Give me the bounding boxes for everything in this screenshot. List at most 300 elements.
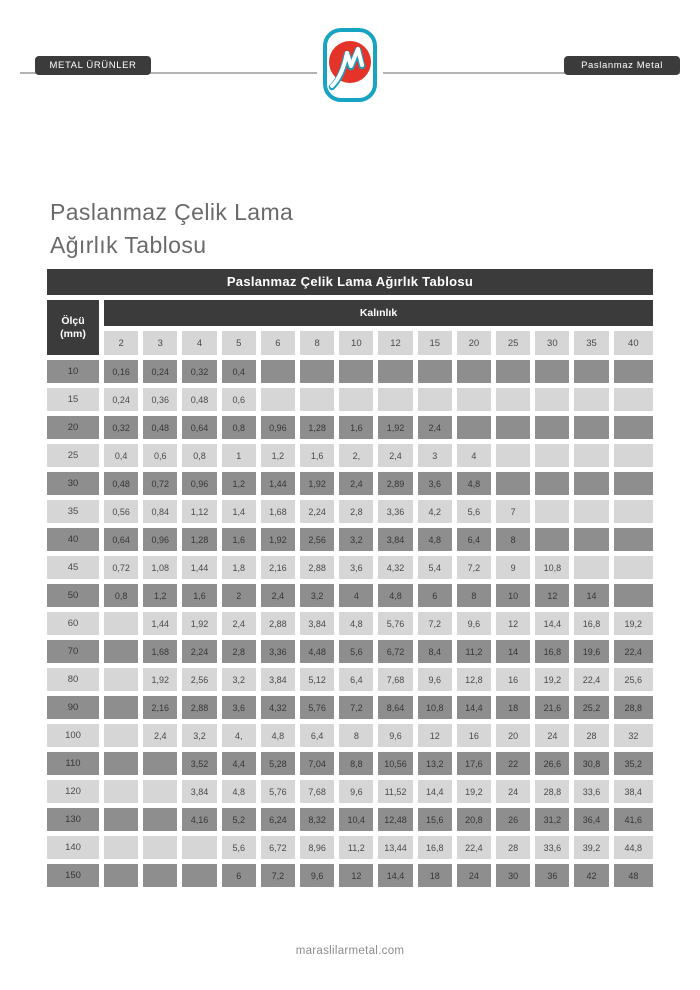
value-cell: 8 bbox=[339, 724, 378, 752]
value-cell: 19,6 bbox=[574, 640, 613, 668]
value-cell: 1,6 bbox=[182, 584, 221, 612]
value-cell: 0,8 bbox=[182, 444, 221, 472]
value-cell: 6,4 bbox=[300, 724, 339, 752]
value-cell: 5,2 bbox=[222, 808, 261, 836]
value-cell bbox=[614, 584, 653, 612]
value-cell bbox=[535, 416, 574, 444]
value-cell: 1,6 bbox=[300, 444, 339, 472]
size-cell: 90 bbox=[47, 696, 104, 724]
value-cell bbox=[143, 752, 182, 780]
value-cell: 9,6 bbox=[378, 724, 417, 752]
value-cell bbox=[535, 444, 574, 472]
value-cell: 28 bbox=[496, 836, 535, 864]
value-cell bbox=[574, 388, 613, 416]
value-cell: 1,92 bbox=[143, 668, 182, 696]
value-cell bbox=[614, 388, 653, 416]
value-cell: 10,56 bbox=[378, 752, 417, 780]
value-cell: 0,84 bbox=[143, 500, 182, 528]
value-cell: 11,2 bbox=[339, 836, 378, 864]
value-cell: 0,56 bbox=[104, 500, 143, 528]
table-title-bar: Paslanmaz Çelik Lama Ağırlık Tablosu bbox=[47, 269, 653, 295]
table-row bbox=[47, 752, 653, 780]
value-cell: 15,6 bbox=[418, 808, 457, 836]
value-cell bbox=[418, 360, 457, 388]
value-cell: 5,76 bbox=[261, 780, 300, 808]
size-cell: 10 bbox=[47, 360, 104, 388]
value-cell: 0,8 bbox=[222, 416, 261, 444]
thickness-header-cell: 5 bbox=[222, 331, 261, 360]
value-cell bbox=[535, 528, 574, 556]
value-cell: 25,6 bbox=[614, 668, 653, 696]
value-cell: 7,2 bbox=[261, 864, 300, 892]
value-cell: 0,32 bbox=[182, 360, 221, 388]
value-cell: 2,56 bbox=[182, 668, 221, 696]
value-cell: 6,72 bbox=[261, 836, 300, 864]
value-cell: 18 bbox=[496, 696, 535, 724]
value-cell: 19,2 bbox=[614, 612, 653, 640]
value-cell: 2,4 bbox=[261, 584, 300, 612]
table-row bbox=[47, 444, 653, 472]
thickness-header-cell: 10 bbox=[339, 331, 378, 360]
value-cell: 2,88 bbox=[261, 612, 300, 640]
table-row bbox=[47, 360, 653, 388]
table-row bbox=[47, 696, 653, 724]
value-cell: 16,8 bbox=[574, 612, 613, 640]
size-cell: 35 bbox=[47, 500, 104, 528]
value-cell: 33,6 bbox=[574, 780, 613, 808]
value-cell: 4 bbox=[457, 444, 496, 472]
value-cell bbox=[182, 864, 221, 892]
value-cell: 2,4 bbox=[378, 444, 417, 472]
value-cell: 14,4 bbox=[378, 864, 417, 892]
table-row bbox=[47, 640, 653, 668]
value-cell bbox=[104, 612, 143, 640]
value-cell: 9,6 bbox=[457, 612, 496, 640]
value-cell: 4,8 bbox=[378, 584, 417, 612]
value-cell: 48 bbox=[614, 864, 653, 892]
value-cell: 1,68 bbox=[261, 500, 300, 528]
value-cell: 19,2 bbox=[535, 668, 574, 696]
value-cell: 12,8 bbox=[457, 668, 496, 696]
value-cell: 0,96 bbox=[261, 416, 300, 444]
page-title bbox=[50, 196, 293, 262]
thickness-header-row bbox=[47, 331, 653, 360]
thickness-header-cell: 2 bbox=[104, 331, 143, 360]
size-cell: 40 bbox=[47, 528, 104, 556]
value-cell: 4,8 bbox=[339, 612, 378, 640]
value-cell: 0,96 bbox=[182, 472, 221, 500]
value-cell: 3,6 bbox=[418, 472, 457, 500]
value-cell: 4,48 bbox=[300, 640, 339, 668]
table-row bbox=[47, 836, 653, 864]
value-cell: 19,2 bbox=[457, 780, 496, 808]
size-unit-header bbox=[47, 300, 104, 360]
value-cell: 1,28 bbox=[182, 528, 221, 556]
category-badge-right: Paslanmaz Metal bbox=[564, 56, 680, 75]
value-cell: 2,56 bbox=[300, 528, 339, 556]
value-cell: 3 bbox=[418, 444, 457, 472]
size-cell: 50 bbox=[47, 584, 104, 612]
value-cell: 26,6 bbox=[535, 752, 574, 780]
value-cell: 1,2 bbox=[261, 444, 300, 472]
value-cell: 12 bbox=[535, 584, 574, 612]
value-cell bbox=[457, 388, 496, 416]
value-cell: 1,44 bbox=[182, 556, 221, 584]
value-cell bbox=[574, 556, 613, 584]
value-cell bbox=[535, 472, 574, 500]
value-cell bbox=[104, 752, 143, 780]
value-cell: 2,8 bbox=[222, 640, 261, 668]
value-cell: 5,6 bbox=[339, 640, 378, 668]
size-cell: 15 bbox=[47, 388, 104, 416]
value-cell bbox=[574, 500, 613, 528]
value-cell bbox=[574, 360, 613, 388]
size-cell: 130 bbox=[47, 808, 104, 836]
value-cell: 4,8 bbox=[261, 724, 300, 752]
value-cell: 30,8 bbox=[574, 752, 613, 780]
size-cell: 30 bbox=[47, 472, 104, 500]
value-cell: 16 bbox=[457, 724, 496, 752]
value-cell: 8,96 bbox=[300, 836, 339, 864]
value-cell bbox=[143, 864, 182, 892]
value-cell bbox=[104, 780, 143, 808]
value-cell bbox=[143, 780, 182, 808]
table-row bbox=[47, 864, 653, 892]
value-cell: 4,16 bbox=[182, 808, 221, 836]
value-cell: 1 bbox=[222, 444, 261, 472]
value-cell: 12 bbox=[496, 612, 535, 640]
value-cell bbox=[614, 528, 653, 556]
value-cell: 3,84 bbox=[182, 780, 221, 808]
value-cell bbox=[614, 500, 653, 528]
value-cell bbox=[104, 696, 143, 724]
value-cell: 2,8 bbox=[339, 500, 378, 528]
value-cell: 16 bbox=[496, 668, 535, 696]
size-cell: 140 bbox=[47, 836, 104, 864]
table-row bbox=[47, 612, 653, 640]
value-cell bbox=[535, 360, 574, 388]
value-cell bbox=[496, 416, 535, 444]
value-cell: 1,8 bbox=[222, 556, 261, 584]
size-unit-line2: (mm) bbox=[60, 327, 86, 340]
weight-table-section bbox=[47, 269, 653, 892]
value-cell: 4 bbox=[339, 584, 378, 612]
value-cell: 3,84 bbox=[300, 612, 339, 640]
value-cell: 3,2 bbox=[222, 668, 261, 696]
size-cell: 70 bbox=[47, 640, 104, 668]
value-cell: 9,6 bbox=[339, 780, 378, 808]
value-cell: 10 bbox=[496, 584, 535, 612]
value-cell: 20 bbox=[496, 724, 535, 752]
value-cell: 0,72 bbox=[104, 556, 143, 584]
value-cell: 7,68 bbox=[378, 668, 417, 696]
value-cell: 24 bbox=[457, 864, 496, 892]
value-cell bbox=[300, 360, 339, 388]
value-cell: 2,24 bbox=[182, 640, 221, 668]
value-cell: 25,2 bbox=[574, 696, 613, 724]
footer bbox=[0, 945, 700, 957]
value-cell: 38,4 bbox=[614, 780, 653, 808]
value-cell bbox=[496, 444, 535, 472]
value-cell: 3,52 bbox=[182, 752, 221, 780]
table-row bbox=[47, 500, 653, 528]
value-cell: 17,6 bbox=[457, 752, 496, 780]
value-cell: 14 bbox=[496, 640, 535, 668]
value-cell bbox=[457, 360, 496, 388]
value-cell: 7,2 bbox=[418, 612, 457, 640]
table-row bbox=[47, 584, 653, 612]
value-cell: 4,32 bbox=[261, 696, 300, 724]
value-cell: 2,4 bbox=[418, 416, 457, 444]
page-title-line2: Ağırlık Tablosu bbox=[50, 232, 207, 258]
size-cell: 25 bbox=[47, 444, 104, 472]
value-cell bbox=[143, 808, 182, 836]
value-cell: 9,6 bbox=[300, 864, 339, 892]
value-cell: 6,4 bbox=[457, 528, 496, 556]
value-cell: 0,32 bbox=[104, 416, 143, 444]
value-cell: 31,2 bbox=[535, 808, 574, 836]
value-cell bbox=[614, 416, 653, 444]
value-cell: 28,8 bbox=[614, 696, 653, 724]
value-cell bbox=[574, 472, 613, 500]
value-cell: 7,2 bbox=[339, 696, 378, 724]
value-cell bbox=[378, 388, 417, 416]
value-cell: 16,8 bbox=[535, 640, 574, 668]
value-cell: 7,2 bbox=[457, 556, 496, 584]
value-cell: 0,64 bbox=[182, 416, 221, 444]
value-cell: 0,72 bbox=[143, 472, 182, 500]
value-cell: 0,6 bbox=[222, 388, 261, 416]
value-cell: 1,44 bbox=[143, 612, 182, 640]
value-cell: 2,88 bbox=[182, 696, 221, 724]
value-cell: 14,4 bbox=[535, 612, 574, 640]
size-cell: 45 bbox=[47, 556, 104, 584]
value-cell bbox=[300, 388, 339, 416]
value-cell: 11,2 bbox=[457, 640, 496, 668]
value-cell: 1,92 bbox=[300, 472, 339, 500]
value-cell: 2,4 bbox=[143, 724, 182, 752]
size-unit-line1: Ölçü bbox=[61, 314, 85, 327]
value-cell bbox=[457, 416, 496, 444]
size-cell: 150 bbox=[47, 864, 104, 892]
value-cell: 28 bbox=[574, 724, 613, 752]
value-cell: 1,6 bbox=[222, 528, 261, 556]
value-cell: 1,08 bbox=[143, 556, 182, 584]
value-cell: 7,04 bbox=[300, 752, 339, 780]
value-cell: 36,4 bbox=[574, 808, 613, 836]
value-cell: 8,32 bbox=[300, 808, 339, 836]
value-cell: 0,4 bbox=[222, 360, 261, 388]
value-cell: 1,44 bbox=[261, 472, 300, 500]
value-cell: 39,2 bbox=[574, 836, 613, 864]
value-cell: 2 bbox=[222, 584, 261, 612]
value-cell: 14 bbox=[574, 584, 613, 612]
value-cell: 10,8 bbox=[418, 696, 457, 724]
value-cell: 8,4 bbox=[418, 640, 457, 668]
value-cell: 2,89 bbox=[378, 472, 417, 500]
value-cell: 5,4 bbox=[418, 556, 457, 584]
value-cell bbox=[104, 836, 143, 864]
value-cell: 3,84 bbox=[378, 528, 417, 556]
thickness-header-cell: 3 bbox=[143, 331, 182, 360]
value-cell: 0,24 bbox=[104, 388, 143, 416]
value-cell: 7,68 bbox=[300, 780, 339, 808]
value-cell: 2,4 bbox=[339, 472, 378, 500]
value-cell: 5,76 bbox=[378, 612, 417, 640]
value-cell bbox=[614, 444, 653, 472]
value-cell: 1,28 bbox=[300, 416, 339, 444]
value-cell: 8 bbox=[496, 528, 535, 556]
value-cell bbox=[182, 836, 221, 864]
value-cell: 5,76 bbox=[300, 696, 339, 724]
value-cell bbox=[104, 668, 143, 696]
value-cell: 2,16 bbox=[261, 556, 300, 584]
value-cell bbox=[143, 836, 182, 864]
brand-logo-icon bbox=[317, 24, 383, 106]
table-row bbox=[47, 556, 653, 584]
thickness-header-cell: 6 bbox=[261, 331, 300, 360]
thickness-header-cell: 8 bbox=[300, 331, 339, 360]
value-cell bbox=[378, 360, 417, 388]
value-cell bbox=[614, 472, 653, 500]
table-row bbox=[47, 668, 653, 696]
value-cell: 12 bbox=[418, 724, 457, 752]
value-cell: 2,88 bbox=[300, 556, 339, 584]
value-cell: 6 bbox=[222, 864, 261, 892]
value-cell: 9 bbox=[496, 556, 535, 584]
footer-website: maraslilarmetal.com bbox=[295, 945, 405, 957]
value-cell bbox=[574, 528, 613, 556]
value-cell: 32 bbox=[614, 724, 653, 752]
table-row bbox=[47, 780, 653, 808]
value-cell: 9,6 bbox=[418, 668, 457, 696]
value-cell: 2,24 bbox=[300, 500, 339, 528]
value-cell: 18 bbox=[418, 864, 457, 892]
value-cell: 0,36 bbox=[143, 388, 182, 416]
value-cell: 41,6 bbox=[614, 808, 653, 836]
value-cell bbox=[104, 864, 143, 892]
value-cell: 1,6 bbox=[339, 416, 378, 444]
value-cell: 5,6 bbox=[457, 500, 496, 528]
value-cell: 6,4 bbox=[339, 668, 378, 696]
value-cell bbox=[261, 360, 300, 388]
value-cell: 0,8 bbox=[104, 584, 143, 612]
value-cell bbox=[339, 360, 378, 388]
value-cell: 22 bbox=[496, 752, 535, 780]
thickness-header-cell: 12 bbox=[378, 331, 417, 360]
value-cell: 14,4 bbox=[418, 780, 457, 808]
value-cell: 26 bbox=[496, 808, 535, 836]
value-cell: 3,6 bbox=[222, 696, 261, 724]
value-cell: 6,24 bbox=[261, 808, 300, 836]
value-cell: 1,92 bbox=[261, 528, 300, 556]
value-cell: 0,48 bbox=[182, 388, 221, 416]
category-badge-left: METAL ÜRÜNLER bbox=[35, 56, 151, 75]
value-cell: 44,8 bbox=[614, 836, 653, 864]
value-cell: 13,44 bbox=[378, 836, 417, 864]
weight-table bbox=[47, 300, 653, 892]
table-row bbox=[47, 416, 653, 444]
size-cell: 100 bbox=[47, 724, 104, 752]
value-cell bbox=[574, 444, 613, 472]
value-cell: 24 bbox=[496, 780, 535, 808]
value-cell: 35,2 bbox=[614, 752, 653, 780]
value-cell bbox=[104, 640, 143, 668]
value-cell bbox=[496, 472, 535, 500]
value-cell: 11,52 bbox=[378, 780, 417, 808]
value-cell bbox=[339, 388, 378, 416]
value-cell: 10,4 bbox=[339, 808, 378, 836]
size-cell: 80 bbox=[47, 668, 104, 696]
value-cell: 10,8 bbox=[535, 556, 574, 584]
value-cell: 3,36 bbox=[378, 500, 417, 528]
value-cell: 4,2 bbox=[418, 500, 457, 528]
thickness-header-cell: 30 bbox=[535, 331, 574, 360]
value-cell bbox=[418, 388, 457, 416]
value-cell: 5,28 bbox=[261, 752, 300, 780]
value-cell: 14,4 bbox=[457, 696, 496, 724]
value-cell: 0,64 bbox=[104, 528, 143, 556]
value-cell: 22,4 bbox=[457, 836, 496, 864]
value-cell: 8,8 bbox=[339, 752, 378, 780]
thickness-header-cell: 15 bbox=[418, 331, 457, 360]
top-bar bbox=[0, 0, 700, 110]
table-row bbox=[47, 388, 653, 416]
value-cell: 3,2 bbox=[339, 528, 378, 556]
value-cell bbox=[614, 556, 653, 584]
table-row bbox=[47, 472, 653, 500]
value-cell: 24 bbox=[535, 724, 574, 752]
group-header-row bbox=[47, 300, 653, 331]
value-cell: 1,12 bbox=[182, 500, 221, 528]
value-cell: 33,6 bbox=[535, 836, 574, 864]
value-cell: 3,6 bbox=[339, 556, 378, 584]
value-cell: 3,2 bbox=[300, 584, 339, 612]
value-cell: 13,2 bbox=[418, 752, 457, 780]
size-cell: 110 bbox=[47, 752, 104, 780]
thickness-group-header: Kalınlık bbox=[104, 300, 653, 331]
value-cell: 1,4 bbox=[222, 500, 261, 528]
value-cell: 8,64 bbox=[378, 696, 417, 724]
value-cell: 1,2 bbox=[143, 584, 182, 612]
value-cell: 1,92 bbox=[182, 612, 221, 640]
value-cell: 4, bbox=[222, 724, 261, 752]
value-cell bbox=[104, 808, 143, 836]
value-cell: 4,8 bbox=[418, 528, 457, 556]
value-cell: 4,8 bbox=[222, 780, 261, 808]
value-cell: 1,2 bbox=[222, 472, 261, 500]
value-cell: 3,36 bbox=[261, 640, 300, 668]
value-cell: 12 bbox=[339, 864, 378, 892]
value-cell: 22,4 bbox=[574, 668, 613, 696]
value-cell bbox=[535, 388, 574, 416]
page-title-line1: Paslanmaz Çelik Lama bbox=[50, 199, 294, 225]
value-cell: 21,6 bbox=[535, 696, 574, 724]
value-cell: 2,4 bbox=[222, 612, 261, 640]
value-cell: 36 bbox=[535, 864, 574, 892]
value-cell: 0,24 bbox=[143, 360, 182, 388]
thickness-header-cell: 25 bbox=[496, 331, 535, 360]
value-cell: 4,8 bbox=[457, 472, 496, 500]
thickness-header-cell: 20 bbox=[457, 331, 496, 360]
value-cell: 3,84 bbox=[261, 668, 300, 696]
value-cell bbox=[261, 388, 300, 416]
value-cell bbox=[496, 360, 535, 388]
value-cell: 42 bbox=[574, 864, 613, 892]
value-cell: 1,68 bbox=[143, 640, 182, 668]
value-cell: 8 bbox=[457, 584, 496, 612]
value-cell: 16,8 bbox=[418, 836, 457, 864]
